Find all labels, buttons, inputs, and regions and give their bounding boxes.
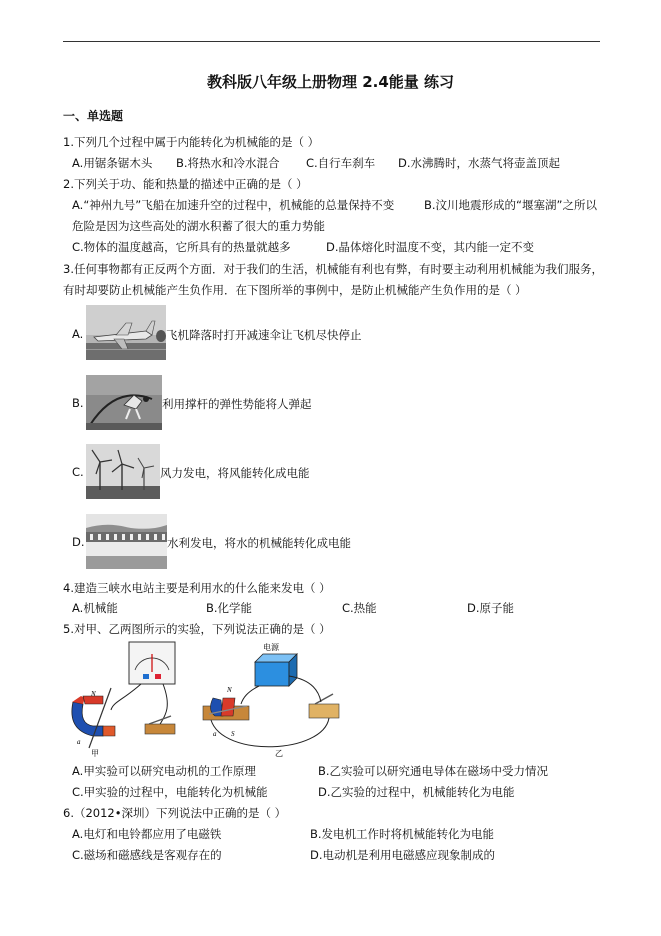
question-3-stem-line-2: 有时却要防止机械能产生负作用．在下图所举的事例中，是防止机械能产生负作用的是（ ） <box>63 283 527 297</box>
question-3-option-c-text[interactable]: 风力发电，将风能转化成电能 <box>160 466 310 480</box>
page-title: 教科版八年级上册物理 2.4能量 练习 <box>206 73 455 91</box>
question-3-option-d-text[interactable]: 水利发电，将水的机械能转化成电能 <box>167 536 351 550</box>
question-5-option-b[interactable]: B.乙实验可以研究通电导体在磁场中受力情况 <box>318 764 549 778</box>
question-4-option-a[interactable]: A.机械能 <box>72 601 118 615</box>
question-3-option-d-letter[interactable]: D. <box>72 535 85 549</box>
pole-vault-photo <box>86 375 162 430</box>
question-6-stem: 6.（2012•深圳）下列说法中正确的是（ ） <box>63 806 287 820</box>
question-2-option-b[interactable]: B.汶川地震形成的“堰塞湖”之所以 <box>424 198 597 212</box>
question-3-stem-line-1: 3.任何事物都有正反两个方面．对于我们的生活，机械能有利也有弊，有时要主动利用机械能为我们服务， <box>63 262 603 276</box>
question-3-option-a-letter[interactable]: A. <box>72 327 84 341</box>
question-3-option-c-letter[interactable]: C. <box>72 465 84 479</box>
question-4-option-b[interactable]: B.化学能 <box>206 601 253 615</box>
question-6-option-d[interactable]: D.电动机是利用电磁感应现象制成的 <box>310 848 496 862</box>
svg-text:N: N <box>227 686 232 694</box>
question-5-stem: 5.对甲、乙两图所示的实验，下列说法正确的是（ ） <box>63 622 331 636</box>
question-1-option-a[interactable]: A.用锯条锯木头 <box>72 156 153 170</box>
figure-label-left: 甲 <box>91 749 99 758</box>
wind-turbines-photo <box>86 444 160 499</box>
svg-text:S: S <box>231 730 235 738</box>
question-1-stem: 1.下列几个过程中属于内能转化为机械能的是（ ） <box>63 135 320 149</box>
question-5-option-c[interactable]: C.甲实验的过程中，电能转化为机械能 <box>72 785 268 799</box>
hydropower-dam-photo <box>86 514 167 569</box>
question-1-option-b[interactable]: B.将热水和冷水混合 <box>176 156 280 170</box>
power-supply-label: 电源 <box>263 643 279 652</box>
label-a-right: a <box>213 730 217 738</box>
question-1-option-c[interactable]: C.自行车刹车 <box>306 156 376 170</box>
question-2-option-b-continued: 危险是因为这些高处的湖水积蓄了很大的重力势能 <box>72 219 325 233</box>
question-6-option-c[interactable]: C.磁场和磁感线是客观存在的 <box>72 848 222 862</box>
airplane-drag-chute-photo <box>86 305 166 360</box>
question-5-option-d[interactable]: D.乙实验的过程中，机械能转化为电能 <box>318 785 515 799</box>
question-3-option-a-text[interactable]: 飞机降落时打开减速伞让飞机尽快停止 <box>166 328 362 342</box>
label-a-left: a <box>77 738 81 746</box>
question-1-option-d[interactable]: D.水沸腾时，水蒸气将壶盖顶起 <box>398 156 561 170</box>
question-6-option-a[interactable]: A.电灯和电铃都应用了电磁铁 <box>72 827 222 841</box>
question-4-option-d[interactable]: D.原子能 <box>467 601 515 615</box>
question-4-stem: 4.建造三峡水电站主要是利用水的什么能来发电（ ） <box>63 581 331 595</box>
question-3-option-b-text[interactable]: 利用撑杆的弹性势能将人弹起 <box>162 397 312 411</box>
experiment-figure <box>63 640 353 760</box>
question-3-option-b-letter[interactable]: B. <box>72 396 84 410</box>
question-5-option-a[interactable]: A.甲实验可以研究电动机的工作原理 <box>72 764 256 778</box>
figure-label-right: 乙 <box>275 749 283 758</box>
question-6-option-b[interactable]: B.发电机工作时将机械能转化为电能 <box>310 827 495 841</box>
question-2-option-d[interactable]: D.晶体熔化时温度不变，其内能一定不变 <box>326 240 535 254</box>
section-heading: 一、单选题 <box>63 109 124 123</box>
question-2-option-a[interactable]: A.“神州九号”飞船在加速升空的过程中，机械能的总量保持不变 <box>72 198 395 212</box>
question-4-option-c[interactable]: C.热能 <box>342 601 377 615</box>
question-2-stem: 2.下列关于功、能和热量的描述中正确的是（ ） <box>63 177 308 191</box>
svg-text:N: N <box>91 690 96 698</box>
top-rule <box>63 41 600 42</box>
question-2-option-c[interactable]: C.物体的温度越高，它所具有的热量就越多 <box>72 240 291 254</box>
